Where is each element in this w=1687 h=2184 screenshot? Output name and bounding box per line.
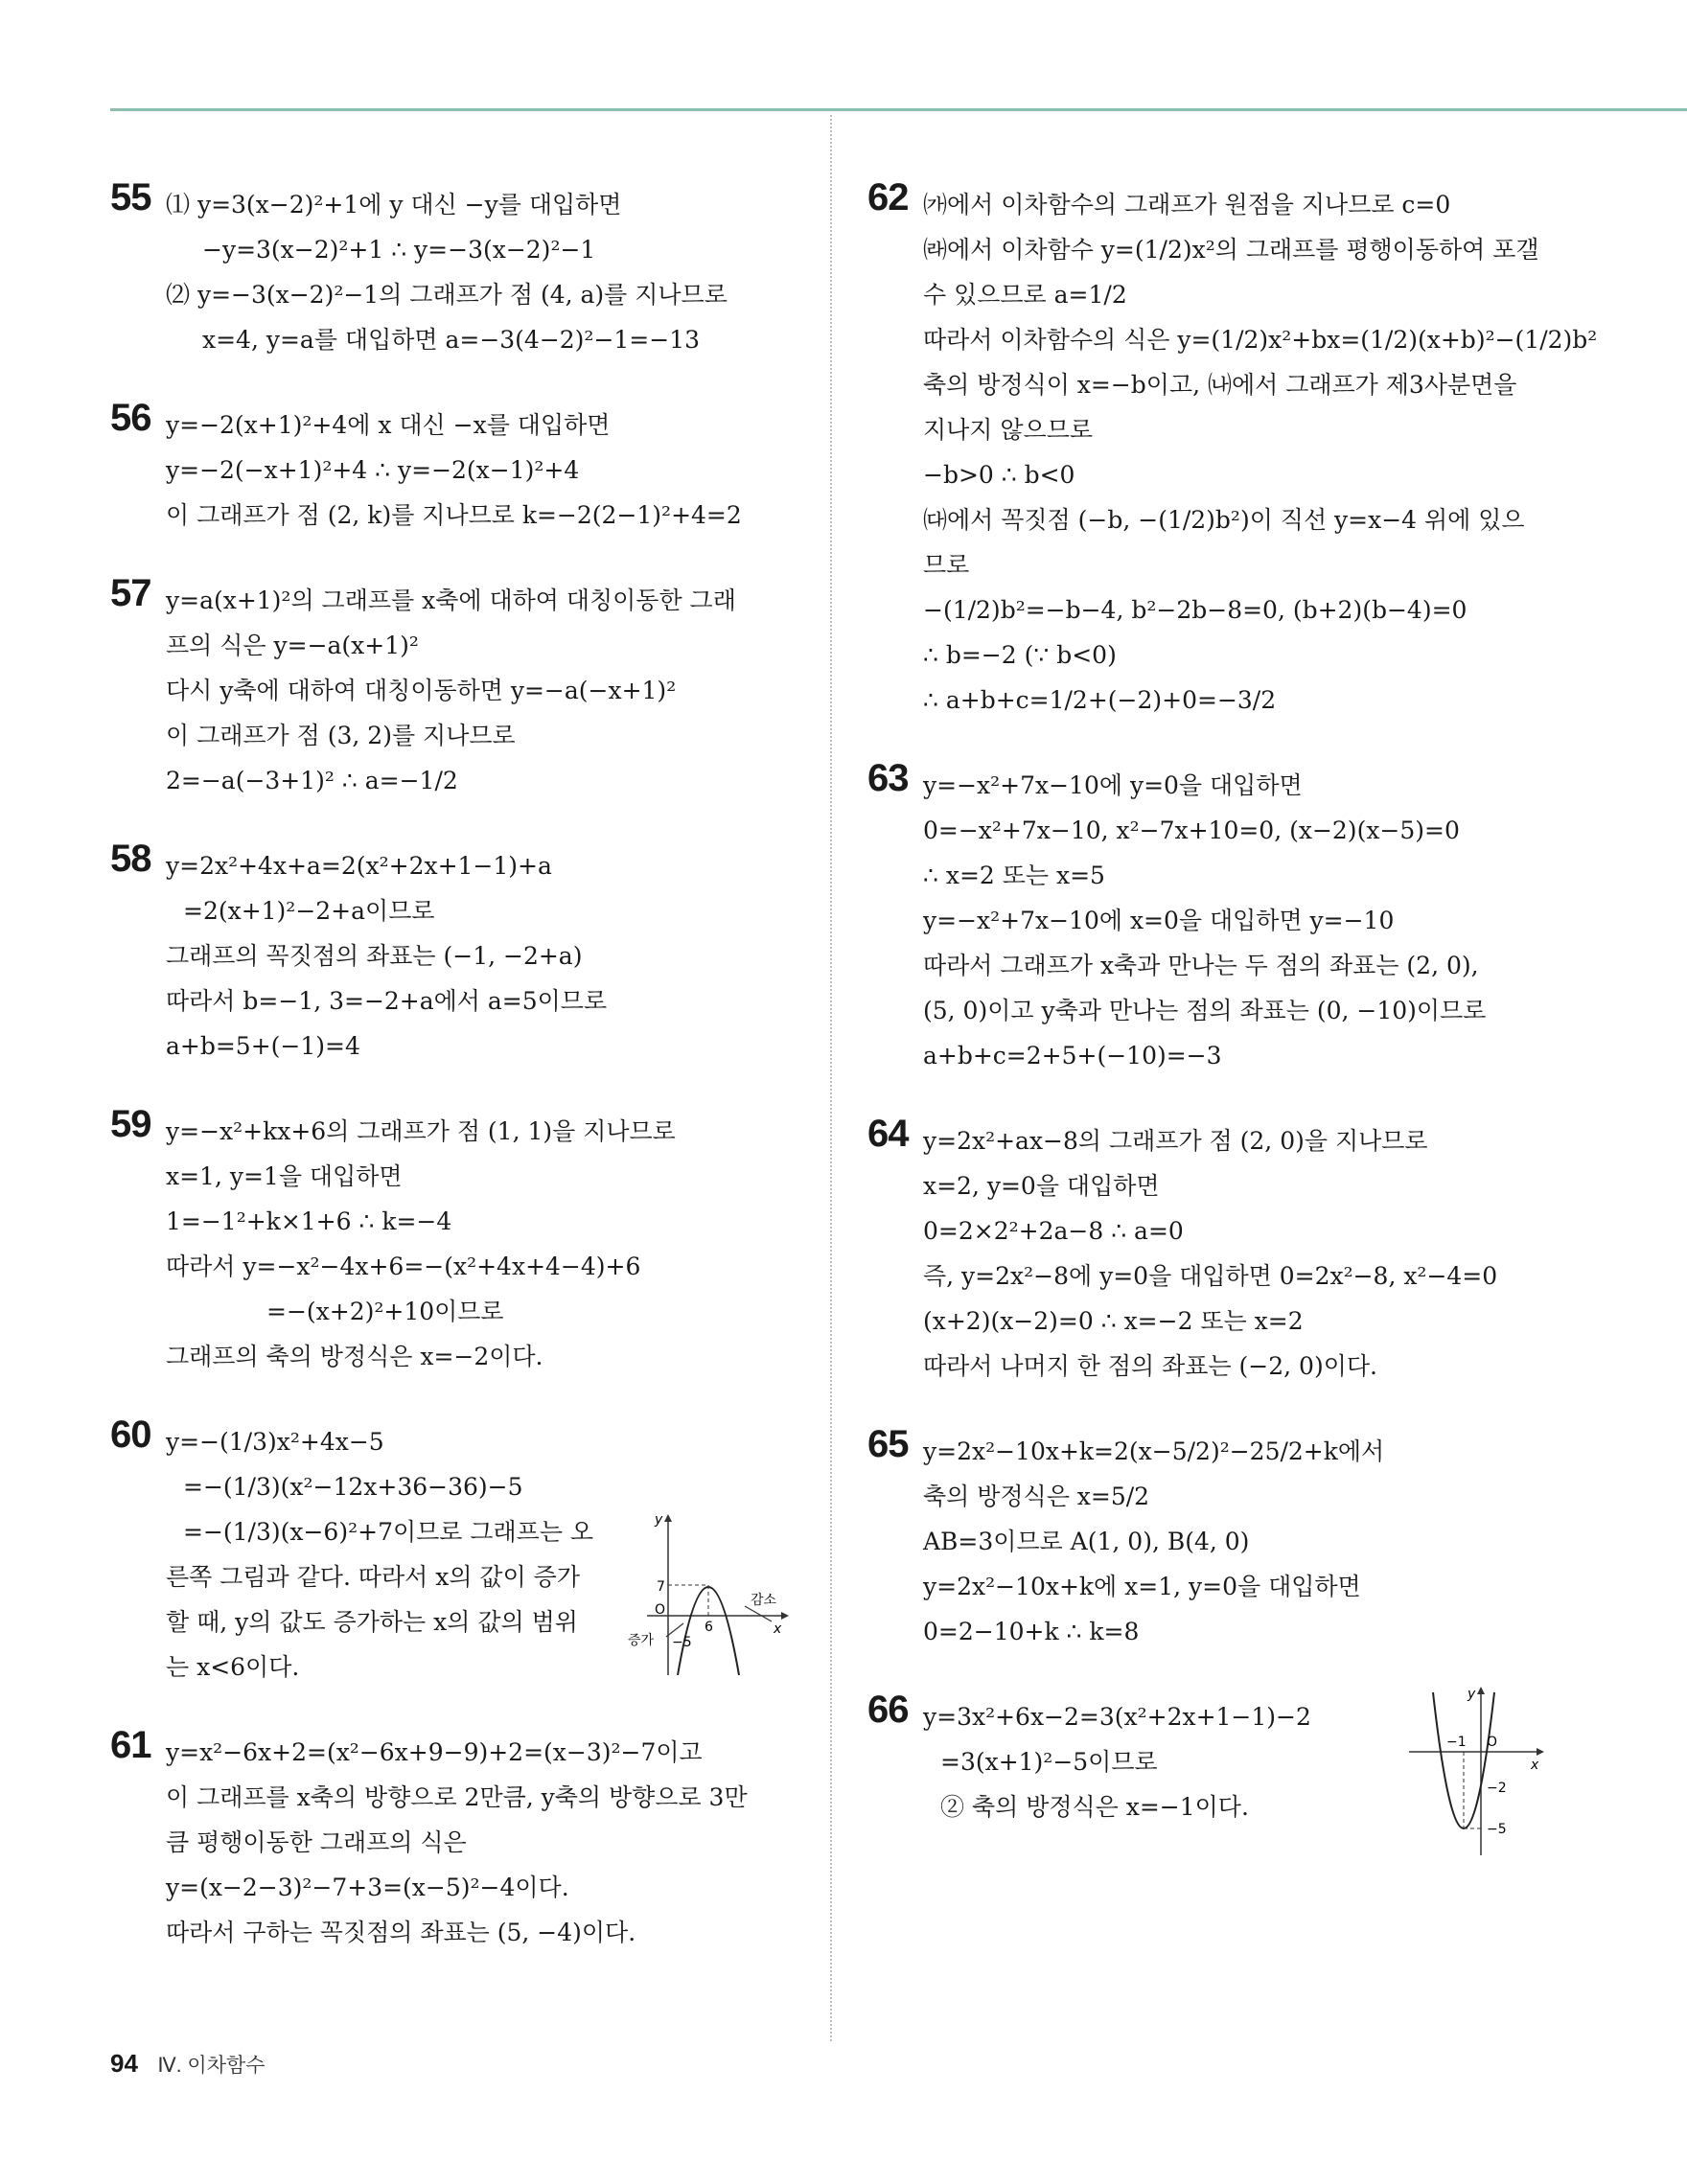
origin-label: O (1487, 1735, 1498, 1750)
decrease-arrow (745, 1606, 772, 1621)
problem-number: 66 (867, 1689, 909, 1731)
solution-line: y=2x²+ax−8의 그래프가 점 (2, 0)을 지나므로 (923, 1127, 1428, 1155)
solution-line: 이 그래프가 점 (3, 2)를 지나므로 (166, 722, 516, 749)
problem-63 (867, 757, 1562, 1078)
solution-line: −y=3(x−2)²+1 ∴ y=−3(x−2)²−1 (202, 236, 596, 264)
problem-number: 61 (110, 1724, 151, 1766)
solution-line: =3(x+1)²−5이므로 (940, 1748, 1158, 1776)
solution-line: 수 있으므로 a=1/2 (923, 281, 1127, 309)
solution-line: x=4, y=a를 대입하면 a=−3(4−2)²−1=−13 (202, 326, 701, 354)
solution-line: −b>0 ∴ b<0 (923, 461, 1075, 489)
solution-line: a+b=5+(−1)=4 (166, 1032, 360, 1060)
solution-line: 이 그래프가 점 (2, k)를 지나므로 k=−2(2−1)²+4=2 (166, 501, 742, 529)
solution-line: y=−x²+7x−10에 x=0을 대입하면 y=−10 (923, 907, 1395, 934)
solution-line: y=−2(x+1)²+4에 x 대신 −x를 대입하면 (166, 411, 611, 439)
solution-line: 따라서 그래프가 x축과 만나는 두 점의 좌표는 (2, 0), (923, 952, 1479, 979)
solution-line: ∴ a+b+c=1/2+(−2)+0=−3/2 (923, 686, 1277, 714)
solution-line: y=−x²+kx+6의 그래프가 점 (1, 1)을 지나므로 (166, 1117, 676, 1145)
problem-number: 56 (110, 397, 151, 439)
solution-line: ㈑에서 이차함수 y=(1/2)x²의 그래프를 평행이동하여 포갤 (923, 236, 1539, 264)
solution-line: 그래프의 축의 방정식은 x=−2이다. (166, 1343, 543, 1370)
problem-58 (110, 838, 800, 1069)
solution-line: y=2x²−10x+k에 x=1, y=0을 대입하면 (923, 1573, 1361, 1600)
y-axis-arrow (1477, 1687, 1485, 1694)
y-axis-arrow (664, 1514, 672, 1522)
problem-number: 59 (110, 1103, 151, 1145)
x-axis-arrow (1537, 1748, 1544, 1756)
y-intercept-label: −2 (1487, 1781, 1507, 1796)
solution-line: ∴ b=−2 (∵ b<0) (923, 641, 1117, 669)
solution-line: y=(x−2−3)²−7+3=(x−5)²−4이다. (166, 1874, 569, 1901)
solution-line: =−(x+2)²+10이므로 (266, 1298, 504, 1325)
solution-line: 따라서 이차함수의 식은 y=(1/2)x²+bx=(1/2)(x+b)²−(1/2)b² (923, 326, 1598, 354)
solution-line: 할 때, y의 값도 증가하는 x의 값의 범위 (166, 1608, 578, 1636)
solution-line: 이 그래프를 x축의 방향으로 2만큼, y축의 방향으로 3만 (166, 1783, 748, 1811)
solution-line: 2=−a(−3+1)² ∴ a=−1/2 (166, 767, 458, 794)
solution-line: (x+2)(x−2)=0 ∴ x=−2 또는 x=2 (923, 1307, 1304, 1335)
left-column (110, 176, 800, 1955)
solution-line: 따라서 b=−1, 3=−2+a에서 a=5이므로 (166, 987, 608, 1015)
solution-line: 즉, y=2x²−8에 y=0을 대입하면 0=2x²−8, x²−4=0 (923, 1262, 1498, 1290)
problem-number: 57 (110, 572, 151, 614)
solution-line: AB=3이므로 A(1, 0), B(4, 0) (923, 1528, 1250, 1555)
solution-line: 축의 방정식이 x=−b이고, ㈏에서 그래프가 제3사분면을 (923, 371, 1517, 399)
increase-label: 증가 (628, 1633, 655, 1648)
solution-line: 큼 평행이동한 그래프의 식은 (166, 1828, 467, 1856)
solution-line: 다시 y축에 대하여 대칭이동하면 y=−a(−x+1)² (166, 677, 677, 704)
x-axis-label: x (1531, 1758, 1539, 1773)
solution-line: y=−x²+7x−10에 y=0을 대입하면 (923, 771, 1303, 799)
solution-line: 른쪽 그림과 같다. 따라서 x의 값이 증가 (166, 1563, 580, 1591)
problem-60 (110, 1414, 800, 1690)
y-max-label: 7 (657, 1579, 665, 1595)
solution-line: x=1, y=1을 대입하면 (166, 1162, 403, 1190)
x-axis-label: x (774, 1621, 782, 1637)
solution-line: 그래프의 꼭짓점의 좌표는 (−1, −2+a) (166, 942, 583, 970)
solution-line: y=a(x+1)²의 그래프를 x축에 대하여 대칭이동한 그래 (166, 586, 736, 614)
solution-line: y=−2(−x+1)²+4 ∴ y=−2(x−1)²+4 (166, 456, 580, 484)
solution-line: 프의 식은 y=−a(x+1)² (166, 632, 419, 659)
origin-label: O (655, 1602, 666, 1618)
solution-line: =−(1/3)(x−6)²+7이므로 그래프는 오 (183, 1518, 594, 1546)
y-min-label: −5 (672, 1635, 692, 1650)
solution-line: x=2, y=0을 대입하면 (923, 1172, 1160, 1200)
parabola-figure-66 (1404, 1685, 1548, 1857)
problem-number: 55 (110, 176, 151, 218)
page-footer (110, 2049, 266, 2079)
solution-line: ⑴ y=3(x−2)²+1에 y 대신 −y를 대입하면 (166, 191, 622, 218)
solution-line: −(1/2)b²=−b−4, b²−2b−8=0, (b+2)(b−4)=0 (923, 596, 1467, 624)
problem-65 (867, 1423, 1562, 1654)
vertex-x-label: −1 (1446, 1735, 1467, 1750)
solution-line: =2(x+1)²−2+a이므로 (183, 897, 435, 925)
problem-number: 63 (867, 757, 909, 799)
solution-line: ② 축의 방정식은 x=−1이다. (940, 1793, 1249, 1821)
problem-61 (110, 1724, 800, 1955)
page-number: 94 (110, 2049, 138, 2078)
problem-62 (867, 176, 1598, 723)
problem-66 (867, 1687, 1562, 1837)
chapter-title: Ⅳ. 이차함수 (157, 2055, 266, 2077)
x-axis-arrow (781, 1612, 789, 1620)
solution-line: a+b+c=2+5+(−10)=−3 (923, 1042, 1222, 1069)
problem-number: 62 (867, 176, 909, 218)
solution-line: 므로 (923, 551, 970, 579)
solution-line: ∴ x=2 또는 x=5 (923, 862, 1105, 889)
solution-line: =−(1/3)(x²−12x+36−36)−5 (183, 1473, 523, 1501)
parabola-figure-60 (628, 1510, 791, 1678)
solution-line: 0=−x²+7x−10, x²−7x+10=0, (x−2)(x−5)=0 (923, 816, 1460, 844)
right-column (867, 176, 1598, 1837)
solution-line: y=x²−6x+2=(x²−6x+9−9)+2=(x−3)²−7이고 (166, 1738, 703, 1766)
problem-number: 64 (867, 1113, 909, 1155)
top-rule (110, 108, 1687, 111)
decrease-label: 감소 (751, 1593, 777, 1608)
y-axis-label: y (1467, 1687, 1476, 1702)
solution-line: 따라서 나머지 한 점의 좌표는 (−2, 0)이다. (923, 1352, 1377, 1380)
solution-line: y=2x²−10x+k=2(x−5/2)²−25/2+k에서 (923, 1437, 1385, 1465)
solution-line: ⑵ y=−3(x−2)²−1의 그래프가 점 (4, a)를 지나므로 (166, 281, 728, 309)
solution-line: 는 x<6이다. (166, 1653, 300, 1681)
solution-line: y=−(1/3)x²+4x−5 (166, 1428, 384, 1456)
problem-number: 60 (110, 1414, 151, 1456)
solution-line: 0=2×2²+2a−8 ∴ a=0 (923, 1217, 1184, 1245)
solution-line: 따라서 구하는 꼭짓점의 좌표는 (5, −4)이다. (166, 1919, 636, 1946)
solution-line: ㈎에서 이차함수의 그래프가 원점을 지나므로 c=0 (923, 191, 1451, 218)
y-axis-label: y (655, 1512, 663, 1528)
problem-59 (110, 1103, 800, 1379)
solution-line: 축의 방정식은 x=5/2 (923, 1483, 1150, 1510)
problem-number: 58 (110, 838, 151, 880)
solution-line: 0=2−10+k ∴ k=8 (923, 1618, 1140, 1645)
y-min-label: −5 (1487, 1822, 1507, 1837)
solution-line: y=2x²+4x+a=2(x²+2x+1−1)+a (166, 852, 552, 880)
problem-64 (867, 1113, 1562, 1389)
problem-56 (110, 397, 800, 538)
solution-line: ㈐에서 꼭짓점 (−b, −(1/2)b²)이 직선 y=x−4 위에 있으 (923, 506, 1525, 534)
solution-line: y=3x²+6x−2=3(x²+2x+1−1)−2 (923, 1703, 1311, 1731)
solution-line: (5, 0)이고 y축과 만나는 점의 좌표는 (0, −10)이므로 (923, 997, 1487, 1024)
problem-55 (110, 176, 800, 362)
vertex-x-label: 6 (705, 1620, 713, 1635)
solution-line: 1=−1²+k×1+6 ∴ k=−4 (166, 1207, 452, 1235)
solution-line: 지나지 않으므로 (923, 416, 1093, 444)
problem-57 (110, 572, 800, 803)
problem-number: 65 (867, 1423, 909, 1465)
solution-line: 따라서 y=−x²−4x+6=−(x²+4x+4−4)+6 (166, 1253, 641, 1280)
column-divider (830, 115, 832, 2041)
